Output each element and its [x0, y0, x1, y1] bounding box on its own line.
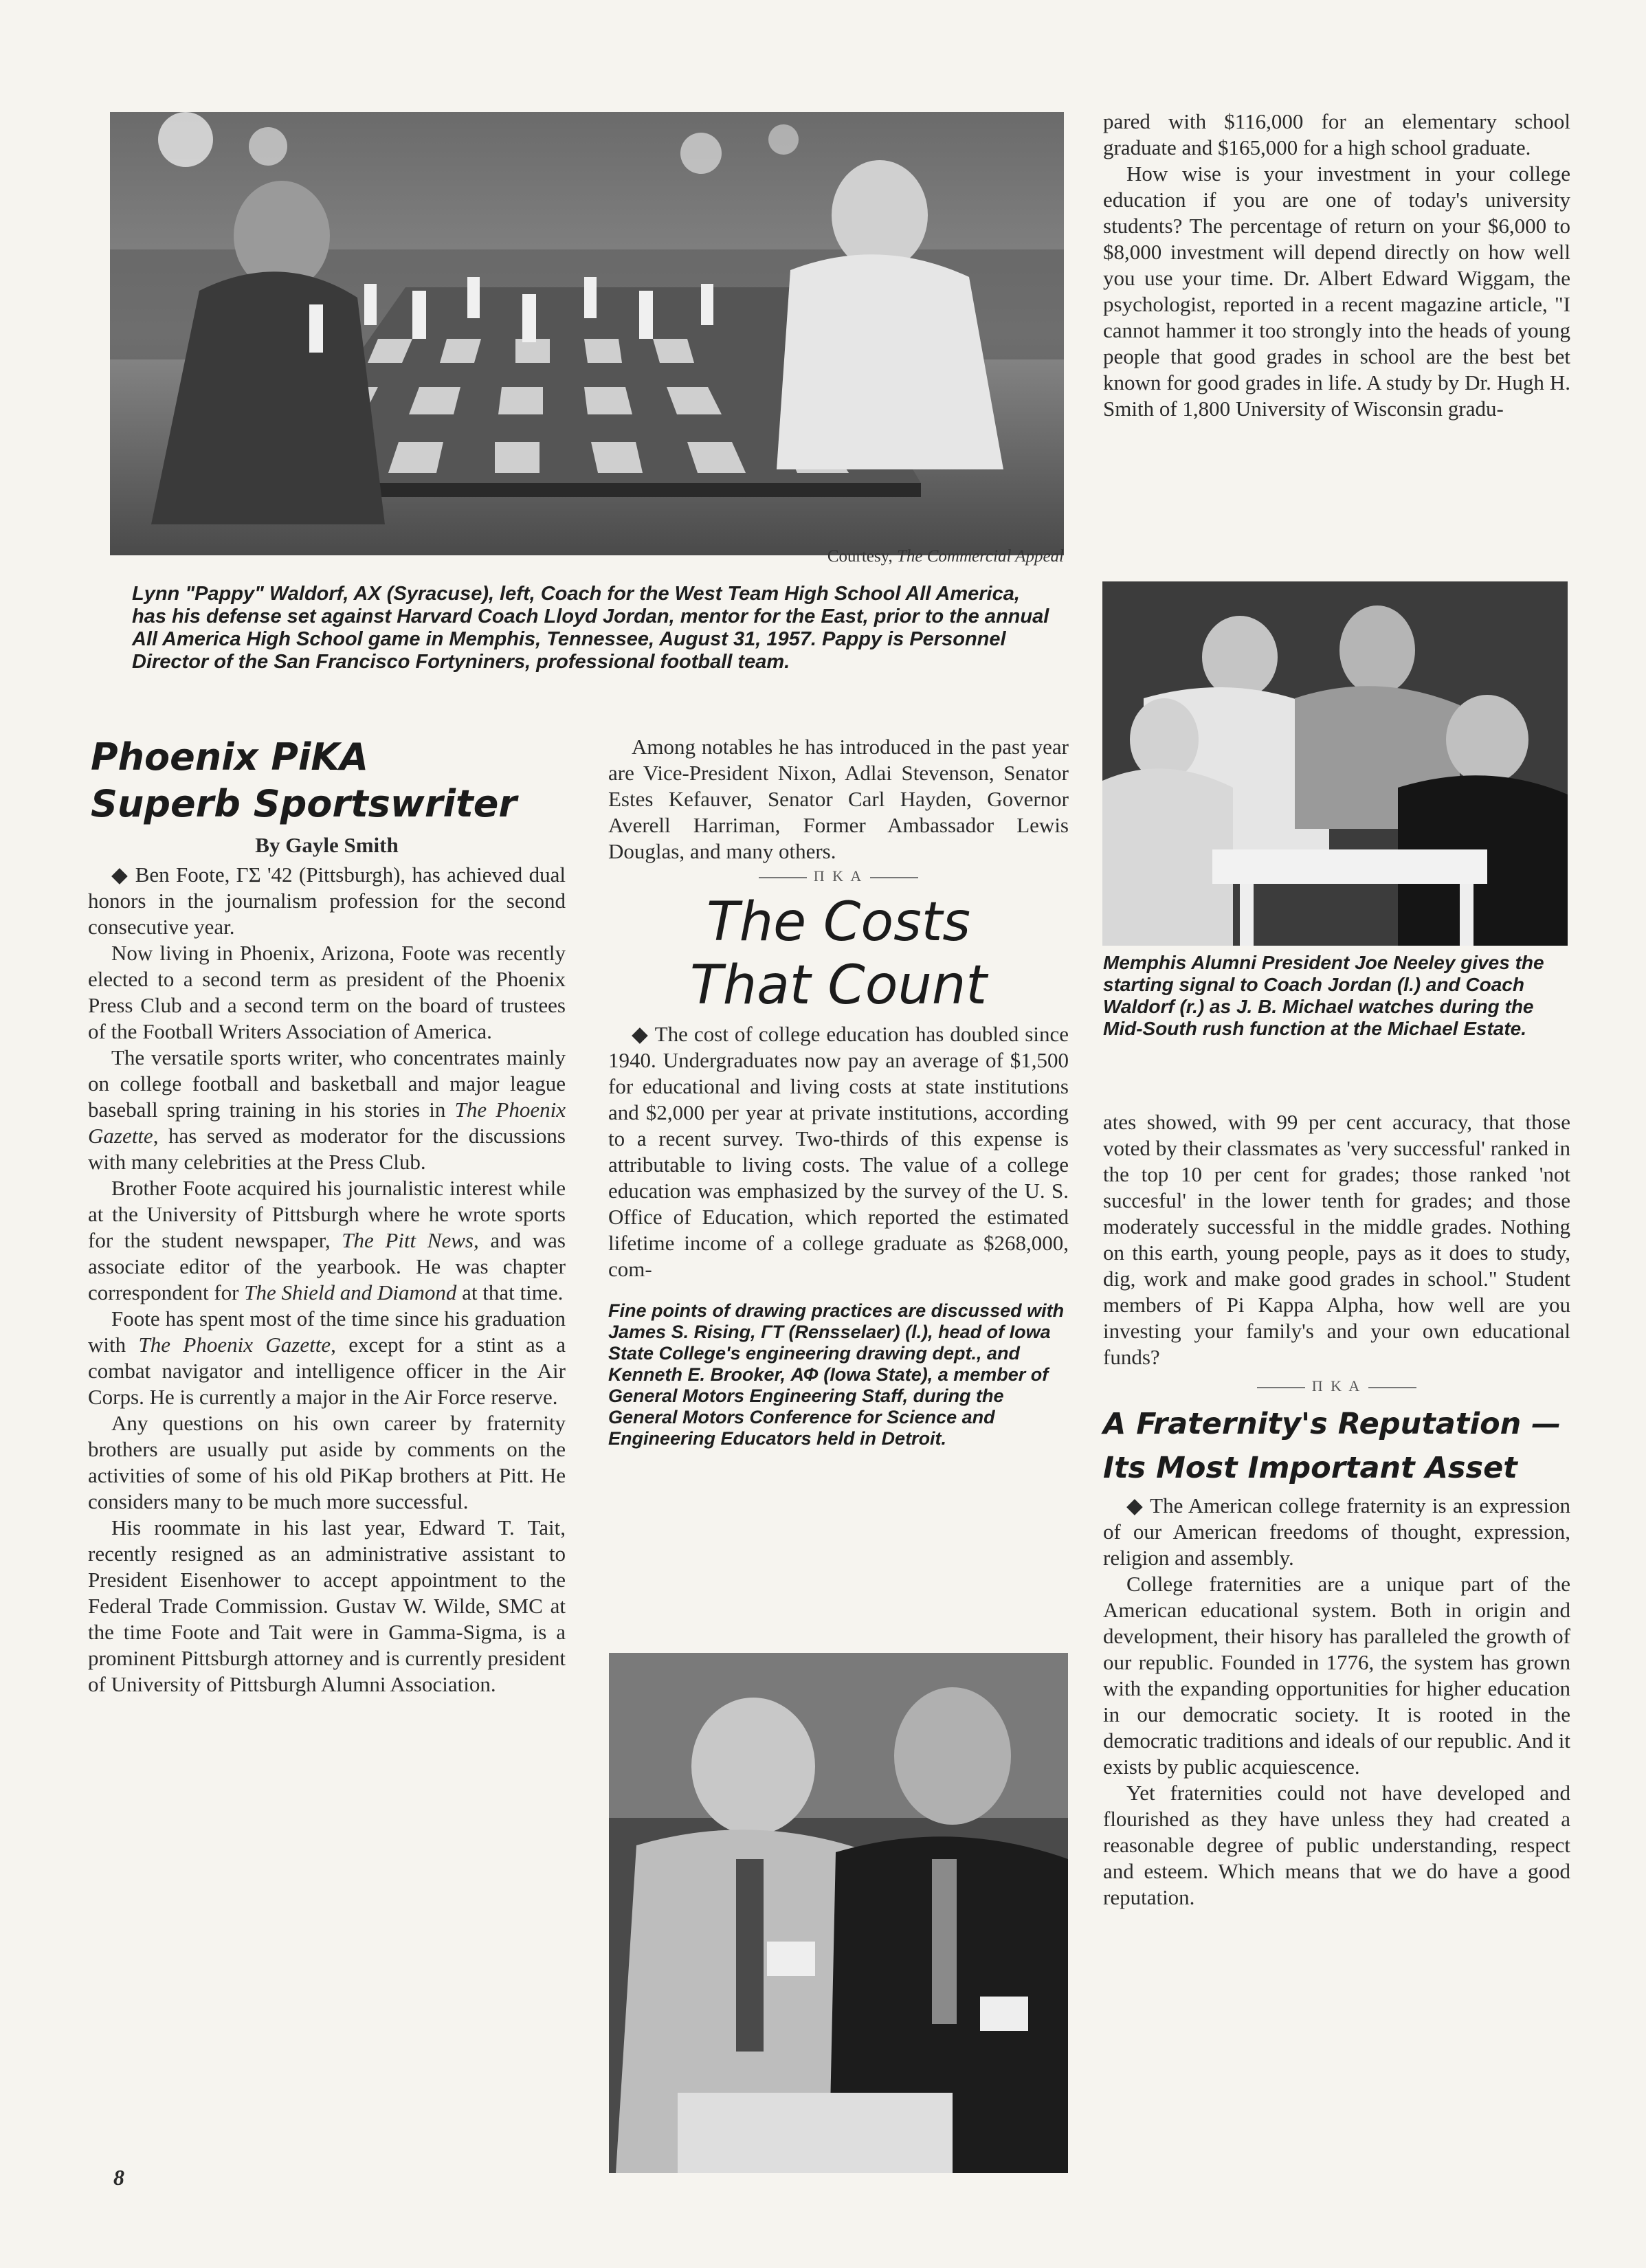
photo-credit: Courtesy, The Commercial Appeal — [827, 547, 1064, 566]
article-body: ◆ Ben Foote, ΓΣ '42 (Pittsburgh), has achieved dual honors in the journalism profession for the second consecutive year. Now living in Phoenix, Arizona, Foote was recently elected to a second term as president of the Phoenix Press Club and a second term on the board of trustees of the Football Writers Association of America. The versatile sports writer, who concentrates mainly on college football and basketball and major league baseball spring training in his stories in The Phoenix Gazette, has served as moderator for the discussions with many celebrities at the Press Club. Brother Foote acquired his journalistic interest while at the University of Pittsburgh where he wrote sports for the student newspaper, The Pitt News, and was associate editor of the yearbook. He was chapter correspondent for The Shield and Diamond at that time. Foote has spent most of the time since his graduation with The Phoenix Gazette, except for a stint as a combat navigator and intelligence officer in the Air Corps. He is currently a major in the Air Force reserve. Any questions on his own career by fraternity brothers are usually put aside by comments on the activities of some of his old PiKap brothers at Pitt. He considers many to be much more successful. His roommate in his last year, Edward T. Tait, recently resigned as an administrative assistant to President Eisenhower to accept appointment to the Federal Trade Commission. Gustav W. Wilde, SMC at the time Foote and Tait were in Gamma-Sigma, is a prominent Pittsburgh attorney and is currently president of University of Pittsburgh Alumni Association. — [88, 863, 566, 1696]
separator: Π Κ Α — [1103, 1377, 1570, 1395]
column-right-lower: ates showed, with 99 per cent accuracy, that those voted by their classmates as 'very successful' ranked in the top 10 per cent for grades; those ranked 'not succesful' in the lower tenth for grades; and those moderately successful in the middle grades. Nothing on this earth, young people, pays as it does to study, dig, work and make good grades in school." Student members of Pi Kappa Alpha, how well are you investing your family's and your own educational funds? Π Κ Α A Fraternity's Reputation — Its Most Important Asset ◆ The American college fraternity is an expression of our American freedoms of thought, expression, religion and assembly. College fraternities are a unique part of the American educational system. Both in origin and development, their hisory has paralleled the growth of our republic. Founded in 1776, the system has grown with the expanding opportunities for higher education in our democratic society. It is rooted in the democratic traditions and ideals of our republic. And it exists by public acquiescence. Yet fraternities could not have developed and flourished as they have unless they had created a reasonable degree of public understanding, respect and esteem. Which means that we do have a good reputation. — [1103, 1110, 1570, 1909]
column-middle: Among notables he has introduced in the past year are Vice-President Nixon, Adlai Stevenson, Senator Estes Kefauver, Senator Carl Hayden, Governor Averell Harriman, Former Ambassador Lewis Douglas, and many others. Π Κ Α The Costs That Count ◆ The cost of college education has doubled since 1940. Undergraduates now pay an average of $1,500 for educational and living costs at state institutions and $2,000 per year at private institutions, according to a recent survey. Two-thirds of this expense is attributable to living costs. The value of a college education was emphasized by the survey of the U. S. Office of Education, which reported the estimated lifetime income of a college graduate as $268,000, com- Fine points of drawing practices are discussed with James S. Rising, ΓΤ (Rensselaer) (l.), head of Iowa State College's engineering drawing dept., and Kenneth E. Brooker, ΑΦ (Iowa State), a member of General Motors Engineering Staff, during the General Motors Conference for Science and Engineering Educators held in Detroit. — [608, 735, 1069, 1449]
column-right: pared with $116,000 for an elementary school graduate and $165,000 for a high school graduate. How wise is your investment in your college education if you are one of today's university students? The percentage of return on your $6,000 to $8,000 investment will depend directly on how well you use your time. Dr. Albert Edward Wiggam, the psychologist, reported in a recent magazine article, "I cannot hammer it too strongly into the heads of young people that good grades in school are the best bet known for good grades in life. A study by Dr. Hugh H. Smith of 1,800 University of Wisconsin gradu- — [1103, 109, 1570, 421]
right-photo-caption: Memphis Alumni President Joe Neeley gives the starting signal to Coach Jordan (l.) and Coach Waldorf (r.) as J. B. Michael watches during the Mid-South rush function at the Michael Estate. — [1103, 952, 1544, 1039]
article-body: ◆ The cost of college education has doubled since 1940. Undergraduates now pay an average of $1,500 for educational and living costs at state institutions and $2,000 per year at private institutions, according to a recent survey. Two-thirds of this expense is attributable to living costs. The value of a college education was emphasized by the survey of the U. S. Office of Education, which reported the estimated lifetime income of a college graduate as $268,000, com- — [608, 1022, 1069, 1281]
top-photo-chess-football — [110, 112, 1064, 555]
middle-photo-caption: Fine points of drawing practices are discussed with James S. Rising, ΓΤ (Rensselaer) (l.), head of Iowa State College's engineering drawing dept., and Kenneth E. Brooker, ΑΦ (Iowa State), a member of General Motors Engineering Staff, during the General Motors Conference for Science and Engineering Educators held in Detroit. — [608, 1300, 1065, 1449]
article-title: Phoenix PiKA Superb Sportswriter — [91, 735, 518, 825]
article-title: A Fraternity's Reputation — Its Most Important Asset — [1103, 1407, 1561, 1485]
article-title: The Costs That Count — [690, 891, 987, 1016]
top-photo-caption: Lynn "Pappy" Waldorf, AX (Syracuse), left, Coach for the West Team High School All America, has his defense set against Harvard Coach Lloyd Jordan, mentor for the East, prior to the annual All America High School game in Memphis, Tennessee, August 31, 1957. Pappy is Personnel Director of the San Francisco Fortyniners, professional football team. — [132, 583, 1049, 673]
article-body: ◆ The American college fraternity is an expression of our American freedoms of thought, expression, religion and assembly. College fraternities are a unique part of the American educational system. Both in origin and development, their hisory has paralleled the growth of our republic. Founded in 1776, the system has grown with the expanding opportunities for higher education in our democratic society. It is rooted in the democratic traditions and ideals of our republic. And it exists by public acquiescence. Yet fraternities could not have developed and flourished as they have unless they had created a reasonable degree of public understanding, respect and esteem. Which means that we do have a good reputation. — [1103, 1493, 1570, 1909]
separator: Π Κ Α — [608, 867, 1069, 885]
right-photo-memphis-alumni — [1102, 581, 1568, 946]
page-number: 8 — [113, 2165, 124, 2190]
middle-photo-engineering — [609, 1653, 1068, 2173]
byline: By Gayle Smith — [255, 833, 399, 857]
article-phoenix-pika — [88, 734, 566, 1698]
